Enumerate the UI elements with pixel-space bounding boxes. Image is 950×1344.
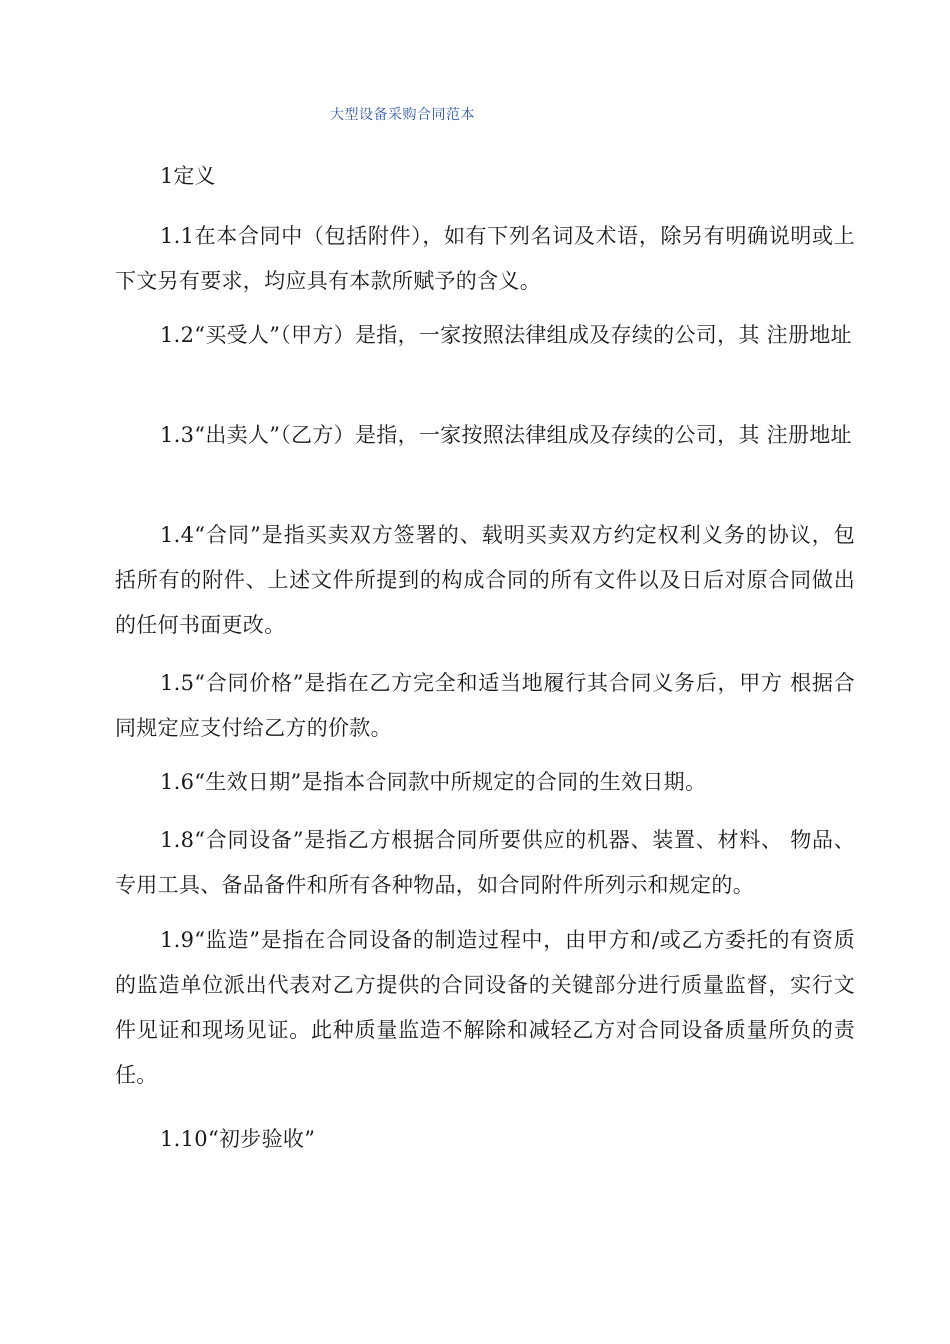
section-heading: 1定义 xyxy=(160,164,216,188)
clause-1-3: 1.3“出卖人”（乙方）是指，一家按照法律组成及存续的公司，其 注册地址 xyxy=(160,423,852,447)
clause-1-4: 1.4“合同”是指买卖双方签署的、载明买卖双方约定权利义务的协议，包括所有的附件、上述文件所提到的构成合同的所有文件以及日后对原合同做出的任何书面更改。 xyxy=(115,523,855,637)
clause-1-1: 1.1在本合同中（包括附件），如有下列名词及术语，除另有明确说明或上下文另有要求，均应具有本款所赋予的含义。 xyxy=(115,224,855,293)
clause-1-6: 1.6“生效日期”是指本合同款中所规定的合同的生效日期。 xyxy=(160,770,707,794)
clause-1-2: 1.2“买受人”（甲方）是指，一家按照法律组成及存续的公司，其 注册地址 xyxy=(160,323,852,347)
clause-1-10: 1.10“初步验收” xyxy=(160,1127,316,1151)
document-title: 大型设备采购合同范本 xyxy=(330,107,475,123)
clause-1-5: 1.5“合同价格”是指在乙方完全和适当地履行其合同义务后，甲方 根据合同规定应支付给乙方的价款。 xyxy=(115,671,855,740)
clause-1-9: 1.9“监造”是指在合同设备的制造过程中，由甲方和/或乙方委托的有资质的监造单位派出代表对乙方提供的合同设备的关键部分进行质量监督，实行文件见证和现场见证。此种质量监造不解除和减轻乙方对合同设备质量所负的责任。 xyxy=(115,928,855,1087)
clause-1-8: 1.8“合同设备”是指乙方根据合同所要供应的机器、装置、材料、 物品、专用工具、备品备件和所有各种物品，如合同附件所列示和规定的。 xyxy=(115,828,855,897)
